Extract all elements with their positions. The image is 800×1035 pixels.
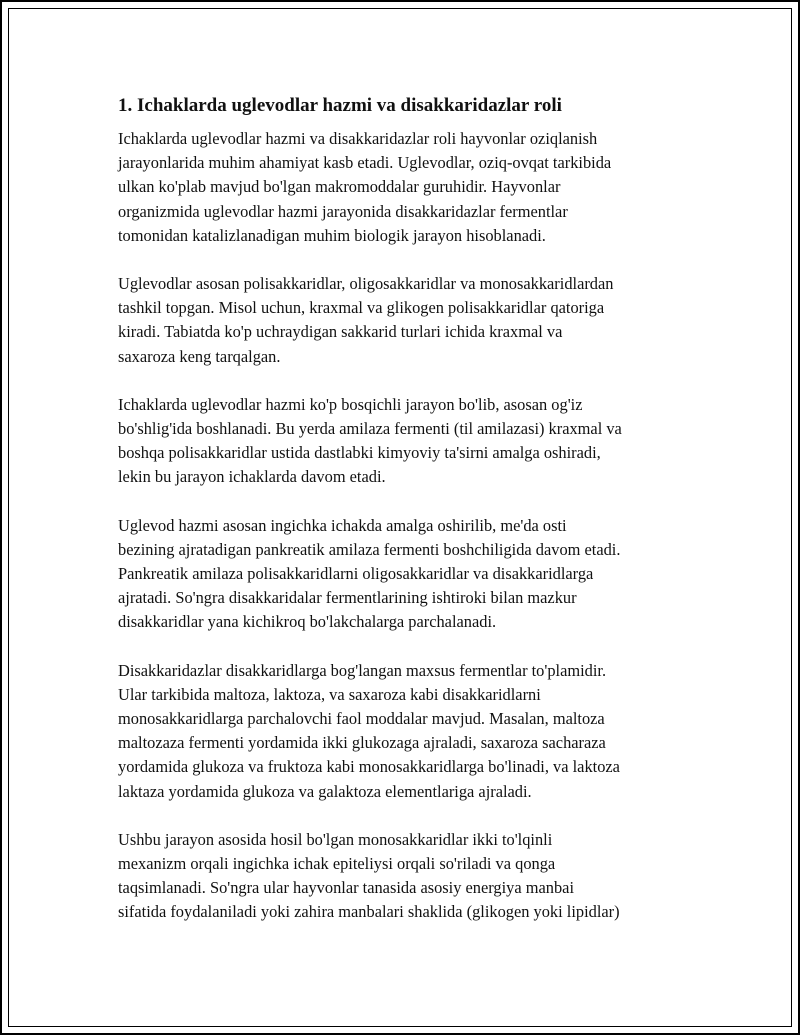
text-line: boshqa polisakkaridlar ustida dastlabki kimyoviy ta'sirni amalga oshiradi, (118, 443, 601, 463)
document-body (118, 94, 698, 949)
text-line: lekin bu jarayon ichaklarda davom etadi. (118, 467, 386, 487)
text-line: ajratadi. So'ngra disakkaridalar fermentlarining ishtiroki bilan mazkur (118, 588, 577, 608)
text-line: bezining ajratadigan pankreatik amilaza fermenti boshchiligida davom etadi. (118, 539, 621, 559)
text-line: Uglevodlar asosan polisakkaridlar, oligosakkaridlar va monosakkaridlardan (118, 274, 614, 294)
section-heading: 1. Ichaklarda uglevodlar hazmi va disakkaridazlar roli (118, 95, 562, 116)
text-line: organizmida uglevodlar hazmi jarayonida disakkaridazlar fermentlar (118, 201, 568, 221)
text-line: Disakkaridazlar disakkaridlarga bog'langan maxsus fermentlar to'plamidir. (118, 660, 607, 680)
text-line: Pankreatik amilaza polisakkaridlarni oligosakkaridlar va disakkaridlarga (118, 564, 594, 584)
text-line: Ushbu jarayon asosida hosil bo'lgan monosakkaridlar ikki to'lqinli (118, 829, 553, 849)
text-line: Uglevod hazmi asosan ingichka ichakda amalga oshirilib, me'da osti (118, 515, 567, 535)
paragraph-3 (118, 393, 698, 490)
text-line: sifatida foydalaniladi yoki zahira manbalari shaklida (glikogen yoki lipidlar) (118, 902, 620, 922)
text-line: tomonidan katalizlanadigan muhim biologik jarayon hisoblanadi. (118, 225, 546, 245)
text-line: disakkaridlar yana kichikroq bo'lakchalarga parchalanadi. (118, 612, 497, 632)
text-line: Ichaklarda uglevodlar hazmi va disakkaridazlar roli hayvonlar oziqlanish (118, 129, 598, 148)
text-line: tashkil topgan. Misol uchun, kraxmal va glikogen polisakkaridlar qatoriga (118, 298, 605, 318)
text-line: ulkan ko'plab mavjud bo'lgan makromoddalar guruhidir. Hayvonlar (118, 177, 561, 197)
text-line: mexanizm orqali ingichka ichak epiteliysi orqali so'riladi va qonga (118, 854, 556, 874)
text-line: laktaza yordamida glukoza va galaktoza elementlariga ajraladi. (118, 781, 532, 801)
text-line: bo'shlig'ida boshlanadi. Bu yerda amilaza fermenti (til amilazasi) kraxmal va (118, 419, 622, 439)
text-line: saxaroza keng tarqalgan. (118, 346, 281, 366)
text-line: yordamida glukoza va fruktoza kabi monosakkaridlarga bo'linadi, va laktoza (118, 757, 620, 777)
text-line: Ular tarkibida maltoza, laktoza, va saxaroza kabi disakkaridlarni (118, 684, 541, 704)
text-line: jarayonlarida muhim ahamiyat kasb etadi. Uglevodlar, oziq-ovqat tarkibida (118, 153, 612, 173)
text-line: taqsimlanadi. So'ngra ular hayvonlar tanasida asosiy energiya manbai (118, 878, 574, 898)
paragraph-1 (118, 127, 698, 248)
text-line: Ichaklarda uglevodlar hazmi ko'p bosqichli jarayon bo'lib, asosan og'iz (118, 394, 583, 414)
text-line: monosakkaridlarga parchalovchi faol moddalar mavjud. Masalan, maltoza (118, 709, 605, 729)
paragraph-5 (118, 659, 698, 804)
text-line: kiradi. Tabiatda ko'p uchraydigan sakkarid turlari ichida kraxmal va (118, 322, 563, 342)
paragraph-2 (118, 272, 698, 369)
paragraph-4 (118, 514, 698, 635)
text-line: maltozaza fermenti yordamida ikki glukozaga ajraladi, saxaroza sacharaza (118, 733, 606, 753)
paragraph-6 (118, 828, 698, 925)
